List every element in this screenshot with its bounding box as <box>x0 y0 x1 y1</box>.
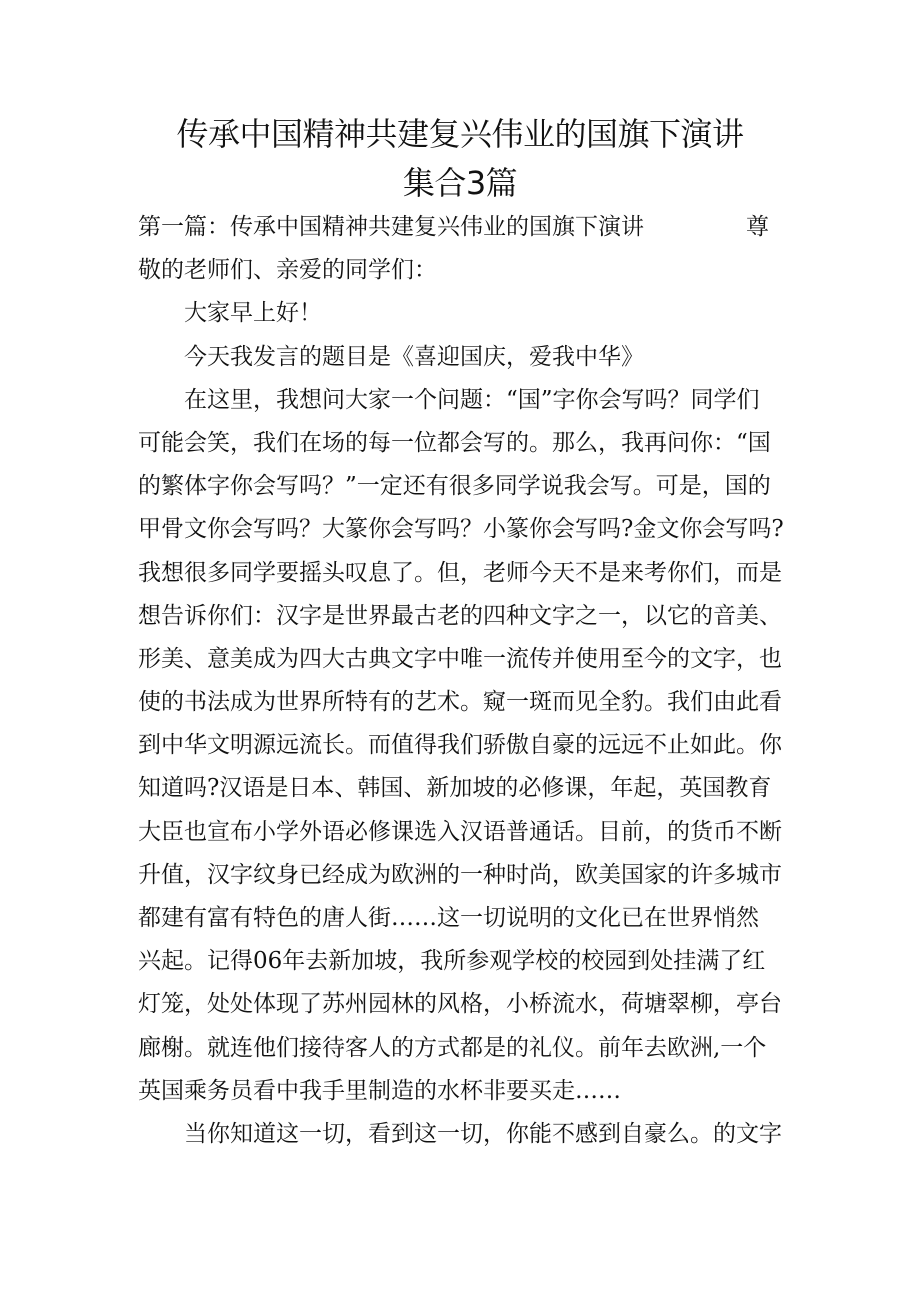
text-line: 使的书法成为世界所特有的艺术。窥一斑而见全豹。我们由此看 <box>138 689 782 716</box>
text-line: 甲骨文你会写吗？大篆你会写吗？小篆你会写吗?金文你会写吗? <box>138 516 784 543</box>
text-line: 想告诉你们：汉字是世界最古老的四种文字之一，以它的音美、 <box>138 602 782 629</box>
text-line: 大家早上好！ <box>184 300 322 327</box>
text-line: 我想很多同学要摇头叹息了。但，老师今天不是来考你们，而是 <box>138 559 782 586</box>
text-line: 今天我发言的题目是《喜迎国庆，爱我中华》 <box>184 343 644 370</box>
document-body <box>138 206 798 1156</box>
text-line: 都建有富有特色的唐人街……这一切说明的文化已在世界悄然 <box>138 905 759 931</box>
text-line: 到中华文明源远流长。而值得我们骄傲自豪的远远不止如此。你 <box>138 732 782 759</box>
document-title: 传承中国精神共建复兴伟业的国旗下演讲 <box>176 115 744 153</box>
text-line: 升值，汉字纹身已经成为欧洲的一种时尚，欧美国家的许多城市 <box>138 861 782 888</box>
text-line: 廊榭。就连他们接待客人的方式都是的礼仪。前年去欧洲,一个 <box>138 1034 767 1061</box>
text-line: 在这里，我想问大家一个问题：“国”字你会写吗？同学们 <box>184 386 760 413</box>
text-line: 知道吗?汉语是日本、韩国、新加坡的必修课，年起，英国教育 <box>138 775 772 802</box>
text-line: 当你知道这一切，看到这一切，你能不感到自豪么。的文字 <box>184 1120 782 1147</box>
text-line: 大臣也宣布小学外语必修课选入汉语普通话。目前，的货币不断 <box>138 818 782 845</box>
text-line: 英国乘务员看中我手里制造的水杯非要买走…… <box>138 1077 621 1104</box>
section-heading-line <box>138 206 798 249</box>
text-line: 的繁体字你会写吗？”一定还有很多同学说我会写。可是，国的 <box>138 473 771 500</box>
text-line: 灯笼，处处体现了苏州园林的风格，小桥流水，荷塘翠柳，亭台 <box>138 991 782 1018</box>
document-subtitle: 集合3篇 <box>402 164 518 202</box>
text-line: 形美、意美成为四大古典文字中唯一流传并使用至今的文字，也 <box>138 645 782 672</box>
text-line: 兴起。记得06年去新加坡，我所参观学校的校园到处挂满了红 <box>138 948 766 975</box>
section-heading-continuation: 尊 <box>746 214 769 240</box>
text-line: 敬的老师们、亲爱的同学们： <box>138 257 437 284</box>
text-line: 可能会笑，我们在场的每一位都会写的。那么，我再问你：“国 <box>138 429 771 456</box>
section-heading: 第一篇：传承中国精神共建复兴伟业的国旗下演讲 <box>138 214 644 240</box>
